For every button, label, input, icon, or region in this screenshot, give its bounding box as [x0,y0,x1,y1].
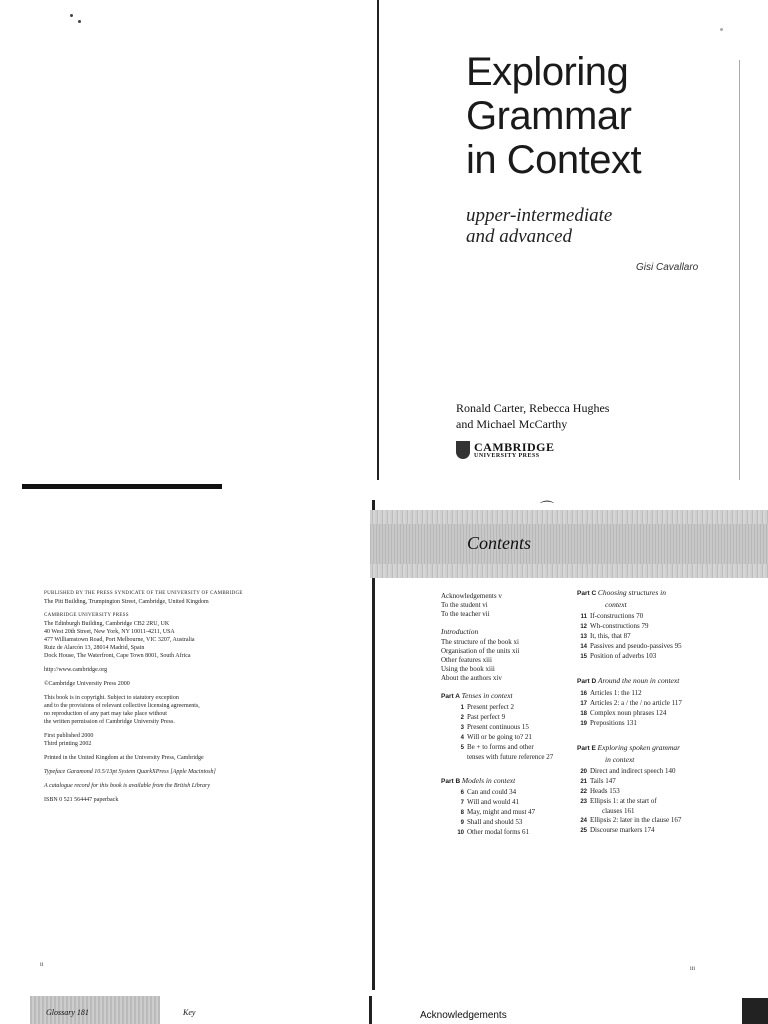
toc-entry: 22 Heads 153 [580,787,620,795]
imprint-line: Typeface Garamond 10.5/13pt System QuarkXPress [Apple Macintosh] [44,769,216,775]
imprint-line: First published 2000 [44,733,94,739]
toc-part-heading: Part A Tenses in context [441,691,513,700]
publisher-sub: UNIVERSITY PRESS [474,453,540,459]
authors-line-1: Ronald Carter, Rebecca Hughes [456,401,610,415]
page-number: ii [40,962,44,968]
imprint-line: ©Cambridge University Press 2000 [44,681,130,687]
toc-entry: 10 Other modal forms 61 [457,828,530,836]
imprint-block [44,590,244,804]
book-authors [456,400,609,432]
book-title [466,50,641,182]
authors-line-2: and Michael McCarthy [456,417,568,431]
toc-entry: 13 It, this, that 87 [580,632,631,640]
imprint-line: Third printing 2002 [44,741,92,747]
toc-entry: 25 Discourse markers 174 [580,826,655,834]
contents-banner [370,510,768,578]
toc-entry: 21 Tails 147 [580,777,616,785]
page-edge [739,60,740,480]
acknowledgements-heading: Acknowledgements [420,1010,507,1021]
imprint-line: This book is in copyright. Subject to statutory exception [44,695,179,701]
toc-entry: 3 Present continuous 15 [460,723,529,731]
imprint-line: no reproduction of any part may take place without [44,711,167,717]
publisher-logo [456,441,555,459]
imprint-line: http://www.cambridge.org [44,667,108,673]
contents-heading: Contents [467,533,532,553]
toc-entry: 5 Be + to forms and other [460,743,534,751]
toc-entry: 4 Will or be going to? 21 [460,733,532,741]
toc-part-heading: Part C Choosing structures in [577,588,666,597]
toc-part-heading-cont: context [605,600,627,609]
page-number: iii [690,966,696,972]
toc-entry: Acknowledgements v [441,592,502,600]
scan-speck [78,20,81,23]
toc-entry: clauses 161 [602,807,635,815]
title-line-1: Exploring [466,50,629,94]
cambridge-shield-icon [456,441,470,459]
toc-entry: 7 Will and would 41 [460,798,520,806]
toc-part-heading: Part B Models in context [441,776,516,785]
imprint-line: and to the provisions of relevant collective licensing agreements, [44,703,200,709]
imprint-line: CAMBRIDGE UNIVERSITY PRESS [44,613,129,618]
toc-entry: 18 Complex noun phrases 124 [580,709,667,717]
page-gutter [377,0,379,480]
toc-entry: 16 Articles 1: the 112 [580,689,642,697]
scan-speck [720,28,723,31]
toc-entry: 9 Shall and should 53 [460,818,523,826]
toc-entry: About the authors xiv [441,674,502,682]
imprint-line: Printed in the United Kingdom at the University Press, Cambridge [44,755,204,761]
toc-entry: 19 Prepositions 131 [580,719,637,727]
subtitle-line-1: upper-intermediate [466,205,613,226]
book-subtitle [466,205,612,247]
toc-entry: 11 If-constructions 70 [580,612,644,620]
toc-part-heading: Part E Exploring spoken grammar [577,743,681,752]
toc-entry: The structure of the book xi [441,638,519,646]
imprint-line: The Edinburgh Building, Cambridge CB2 2RU, UK [44,621,170,627]
imprint-line: 477 Williamstown Road, Port Melbourne, VIC 3207, Australia [44,637,195,643]
imprint-line: Dock House, The Waterfront, Cape Town 8001, South Africa [44,653,191,659]
toc-part-heading-cont: in context [605,755,635,764]
toc-entry: tenses with future reference 27 [467,753,554,761]
toc-entry: To the teacher vii [441,610,490,618]
toc-entry: 1 Present perfect 2 [460,703,515,711]
imprint-line: Ruiz de Alarcón 13, 28014 Madrid, Spain [44,645,145,651]
toc-entry: 15 Position of adverbs 103 [580,652,657,660]
imprint-line: The Pitt Building, Trumpington Street, Cambridge, United Kingdom [44,599,209,605]
toc-part-heading: Part D Around the noun in context [577,676,680,685]
imprint-line: PUBLISHED BY THE PRESS SYNDICATE OF THE UNIVERSITY OF CAMBRIDGE [44,591,243,596]
toc-entry: 2 Past perfect 9 [460,713,506,721]
scan-speck [70,14,73,17]
toc-entry: 23 Ellipsis 1: at the start of [580,797,657,805]
toc-entry: 20 Direct and indirect speech 140 [580,767,676,775]
scan-shadow [742,998,768,1024]
page-gutter [369,996,372,1024]
imprint-line: A catalogue record for this book is available from the British Library [44,783,211,789]
toc-entry: 24 Ellipsis 2: later in the clause 167 [580,816,682,824]
toc-entry: 6 Can and could 34 [460,788,517,796]
toc-section-heading: Introduction [441,627,479,636]
title-line-2: Grammar [466,94,632,138]
toc-entry: 12 Wh-constructions 79 [580,622,649,630]
publisher-name: CAMBRIDGE [474,440,555,454]
toc-entry: Using the book xiii [441,665,495,673]
key-entry: Key [183,1008,196,1017]
toc-entry: 14 Passives and pseudo-passives 95 [580,642,682,650]
contents-column-right [577,588,727,836]
scan-shadow-bar [22,484,222,489]
imprint-line: the written permission of Cambridge University Press. [44,719,175,725]
subtitle-line-2: and advanced [466,226,573,247]
toc-entry: To the student vi [441,601,488,609]
imprint-line: ISBN 0 521 564447 paperback [44,797,119,803]
glossary-entry: Glossary 181 [46,1008,89,1017]
imprint-line: 40 West 20th Street, New York, NY 10011-4211, USA [44,629,175,635]
title-line-3: in Context [466,138,642,182]
toc-entry: Other features xiii [441,656,492,664]
handwritten-owner-name: Gisi Cavallaro [636,262,699,273]
contents-column-left [441,592,571,838]
toc-entry: 17 Articles 2: a / the / no article 117 [580,699,682,707]
toc-entry: 8 May, might and must 47 [460,808,536,816]
toc-entry: Organisation of the units xii [441,647,520,655]
